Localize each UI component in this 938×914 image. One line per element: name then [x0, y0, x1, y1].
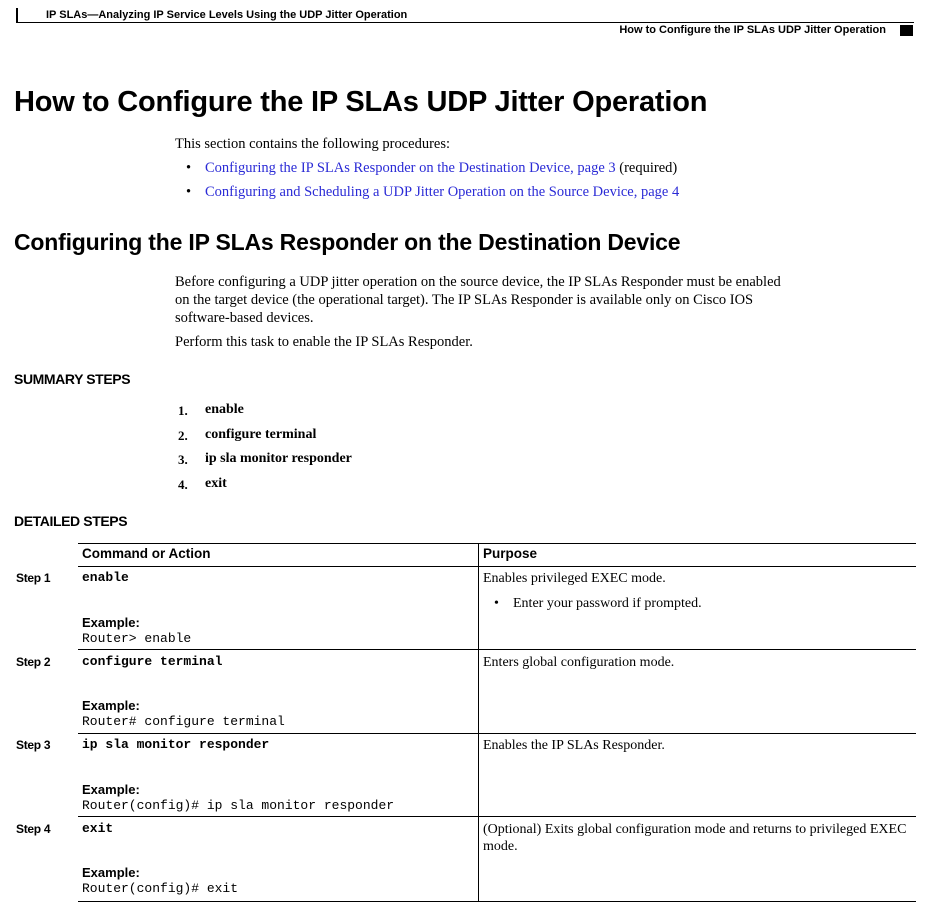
main-heading: How to Configure the IP SLAs UDP Jitter Operation	[14, 86, 708, 118]
step-purpose: (Optional) Exits global configuration mode and returns to privileged EXEC mode.	[483, 822, 907, 854]
table-header-purpose: Purpose	[483, 546, 538, 561]
example-label: Example:	[82, 782, 140, 797]
step-purpose: Enters global configuration mode.	[483, 655, 675, 670]
example-code: Router# configure terminal	[82, 714, 285, 729]
header-rule	[16, 22, 914, 23]
running-header-left: IP SLAs—Analyzing IP Service Levels Using the UDP Jitter Operation	[46, 9, 408, 21]
table-rule	[78, 566, 916, 567]
table-rule	[78, 733, 916, 734]
step-command: ip sla monitor responder	[82, 737, 270, 752]
summary-step-number: 3.	[178, 452, 188, 467]
summary-step-text: configure terminal	[205, 427, 317, 442]
example-code: Router(config)# ip sla monitor responder	[82, 798, 395, 813]
table-rule	[78, 901, 916, 902]
step-label: Step 3	[16, 738, 51, 752]
step-label: Step 2	[16, 655, 51, 669]
section-heading: Configuring the IP SLAs Responder on the Destination Device	[14, 229, 681, 255]
table-rule	[78, 816, 916, 817]
bullet-icon: •	[494, 596, 499, 611]
procedure-item	[205, 160, 677, 177]
summary-step-number: 1.	[178, 403, 188, 418]
procedure-link-udp-jitter[interactable]: Configuring and Scheduling a UDP Jitter Operation on the Source Device, page 4	[205, 184, 680, 200]
table-header-command: Command or Action	[82, 546, 211, 561]
example-label: Example:	[82, 865, 140, 880]
table-rule	[78, 543, 916, 544]
intro-text: This section contains the following procedures:	[175, 136, 451, 152]
running-header-right: How to Configure the IP SLAs UDP Jitter Operation	[619, 24, 886, 36]
paragraph-line: software-based devices.	[175, 310, 314, 326]
summary-step-text: ip sla monitor responder	[205, 451, 352, 466]
step-command: configure terminal	[82, 654, 223, 669]
table-rule	[78, 649, 916, 650]
summary-step-text: enable	[205, 402, 244, 417]
step-purpose: Enables privileged EXEC mode.	[483, 571, 666, 586]
step-command: enable	[82, 570, 129, 585]
header-rule-tick	[16, 8, 18, 22]
bullet-icon: •	[186, 160, 192, 176]
procedure-suffix: (required)	[615, 160, 678, 176]
step-purpose: Enables the IP SLAs Responder.	[483, 738, 665, 753]
paragraph-line: Before configuring a UDP jitter operation on the source device, the IP SLAs Responder must be enabled	[175, 274, 781, 290]
summary-steps-heading: SUMMARY STEPS	[14, 371, 131, 387]
step-command: exit	[82, 821, 114, 836]
step-label: Step 4	[16, 822, 51, 836]
procedure-item	[205, 184, 679, 201]
bullet-icon: •	[186, 184, 192, 200]
example-label: Example:	[82, 615, 140, 630]
example-code: Router> enable	[82, 631, 192, 646]
procedure-link-responder[interactable]: Configuring the IP SLAs Responder on the Destination Device, page 3	[205, 160, 616, 176]
example-label: Example:	[82, 698, 140, 713]
detailed-steps-heading: DETAILED STEPS	[14, 513, 128, 529]
example-code: Router(config)# exit	[82, 881, 239, 896]
summary-step-number: 4.	[178, 477, 188, 492]
summary-step-text: exit	[205, 476, 227, 491]
table-column-divider	[478, 543, 479, 901]
step-label: Step 1	[16, 571, 51, 585]
paragraph-line: on the target device (the operational target). The IP SLAs Responder is available only on Cisco IOS	[175, 292, 754, 308]
step-purpose-bullet: Enter your password if prompted.	[513, 596, 702, 611]
paragraph-text: Perform this task to enable the IP SLAs Responder.	[175, 334, 473, 350]
header-marker-block	[900, 25, 913, 36]
summary-step-number: 2.	[178, 428, 188, 443]
